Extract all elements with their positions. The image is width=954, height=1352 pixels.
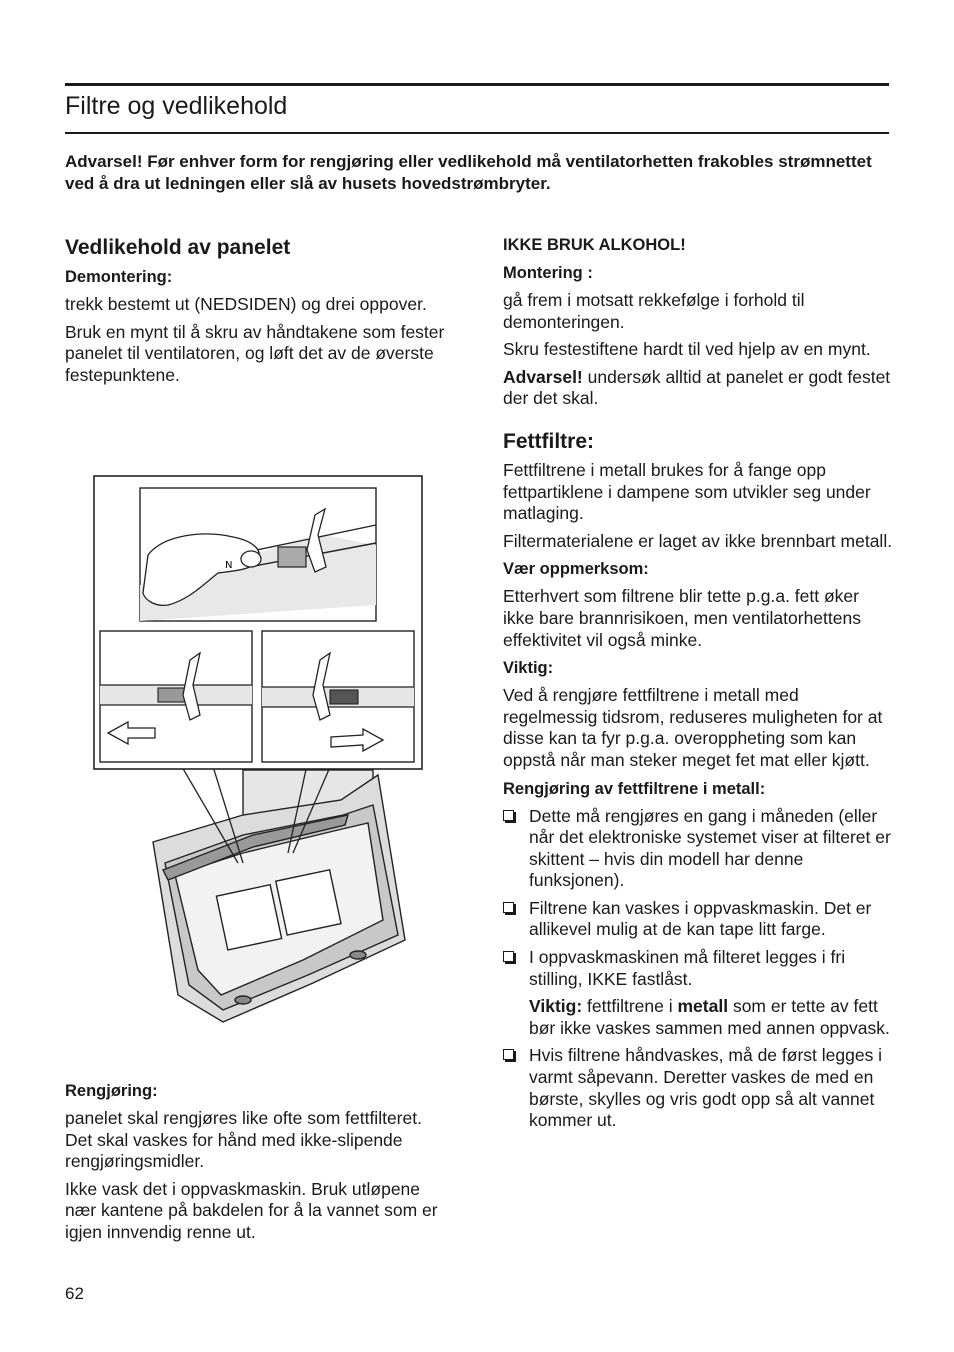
left-column — [65, 234, 445, 392]
important-label: Viktig: — [503, 659, 554, 678]
page-title: Filtre og vedlikehold — [65, 92, 288, 120]
demontering-label: Demontering: — [65, 268, 173, 286]
montering-label: Montering : — [503, 264, 593, 282]
paragraph: Bruk en mynt til å skru av håndtakene som fester panelet til ventilatoren, og løft det av de øverste festepunktene. — [65, 321, 445, 385]
paragraph: Filtermaterialene er laget av ikke brennbart metall. — [503, 530, 893, 551]
rotate-right-inset — [262, 631, 414, 762]
checkbox-bullet-icon — [503, 902, 514, 913]
rengjoring-label: Rengjøring: — [65, 1082, 158, 1100]
list-item: Filtrene kan vaskes i oppvaskmaskin. Det er allikevel mulig at de kan tape litt farge. — [503, 898, 893, 941]
checkbox-bullet-icon — [503, 1049, 514, 1060]
important-note: Viktig: fettfiltrene i metall som er tette av fett bør ikke vaskes sammen med annen oppvask. — [529, 996, 890, 1038]
paragraph — [503, 367, 893, 410]
paragraph: Ikke vask det i oppvaskmaskin. Bruk utløpene nær kantene på bakdelen for å la vannet som er igjen innvendig renne ut. — [65, 1178, 438, 1242]
right-column — [503, 234, 893, 1138]
checkbox-bullet-icon — [503, 951, 514, 962]
section-heading-grease-filters: Fettfiltre: — [503, 429, 594, 453]
rotate-left-inset — [100, 631, 252, 762]
paragraph: Etterhvert som filtrene blir tette p.g.a. fett øker ikke bare brannrisikoen, men ventilatorhettens effektivitet vil også minke. — [503, 586, 861, 650]
cleaning-metal-label: Rengjøring av fettfiltrene i metall: — [503, 779, 766, 798]
list-item: I oppvaskmaskinen må filteret legges i fri stilling, IKKE fastlåst. — [503, 947, 893, 990]
coin-mark: N — [225, 560, 233, 571]
hand-inset — [140, 488, 376, 621]
paragraph: Skru festestiftene hardt til ved hjelp av en mynt. — [503, 339, 871, 360]
paragraph: Fettfiltrene i metall brukes for å fange opp fettpartiklene i dampene som utvikler seg under matlaging. — [503, 459, 871, 524]
top-rule — [65, 83, 889, 86]
paragraph-text: undersøk alltid at panelet er godt festet der det skal. — [503, 366, 891, 409]
paragraph: Ved å rengjøre fettfiltrene i metall med regelmessig tidsrom, reduseres muligheten for at disse kan ta fyr p.g.a. overoppheting som kan oppstå når man steker meget fet mat eller kjøtt. — [503, 685, 883, 770]
paragraph: panelet skal rengjøres like ofte som fettfilteret. Det skal vaskes for hånd med ikke-slipende rengjøringsmidler. — [65, 1108, 422, 1172]
panel-removal-illustration — [93, 475, 423, 1025]
left-column-cleaning — [65, 1080, 445, 1250]
attention-label: Vær oppmerksom: — [503, 560, 649, 579]
page-number: 62 — [65, 1284, 84, 1303]
paragraph: gå frem i motsatt rekkefølge i forhold til demonteringen. — [503, 290, 805, 332]
paragraph: trekk bestemt ut (NEDSIDEN) og drei oppover. — [65, 294, 427, 314]
checkbox-bullet-icon — [503, 810, 514, 821]
no-alcohol-label: IKKE BRUK ALKOHOL! — [503, 236, 686, 254]
warning-inline: Advarsel! — [503, 366, 583, 387]
list-item: Hvis filtrene håndvaskes, må de først legges i varmt såpevann. Deretter vaskes de med en børste, skylles og vris godt opp så alt vannet kommer ut. — [503, 1045, 893, 1131]
title-underline — [65, 132, 889, 134]
section-heading-panel: Vedlikehold av panelet — [65, 236, 291, 259]
warning-notice: Advarsel! Før enhver form for rengjøring eller vedlikehold må ventilatorhetten frakobles strømnettet ved å dra ut ledningen eller slå av husets hovedstrømbryter. — [65, 152, 872, 193]
list-item: Dette må rengjøres en gang i måneden (eller når det elektroniske systemet viser at filteret er skittent – hvis din modell har denne funksjonen). — [503, 806, 893, 892]
hood-drawing — [153, 770, 405, 1022]
